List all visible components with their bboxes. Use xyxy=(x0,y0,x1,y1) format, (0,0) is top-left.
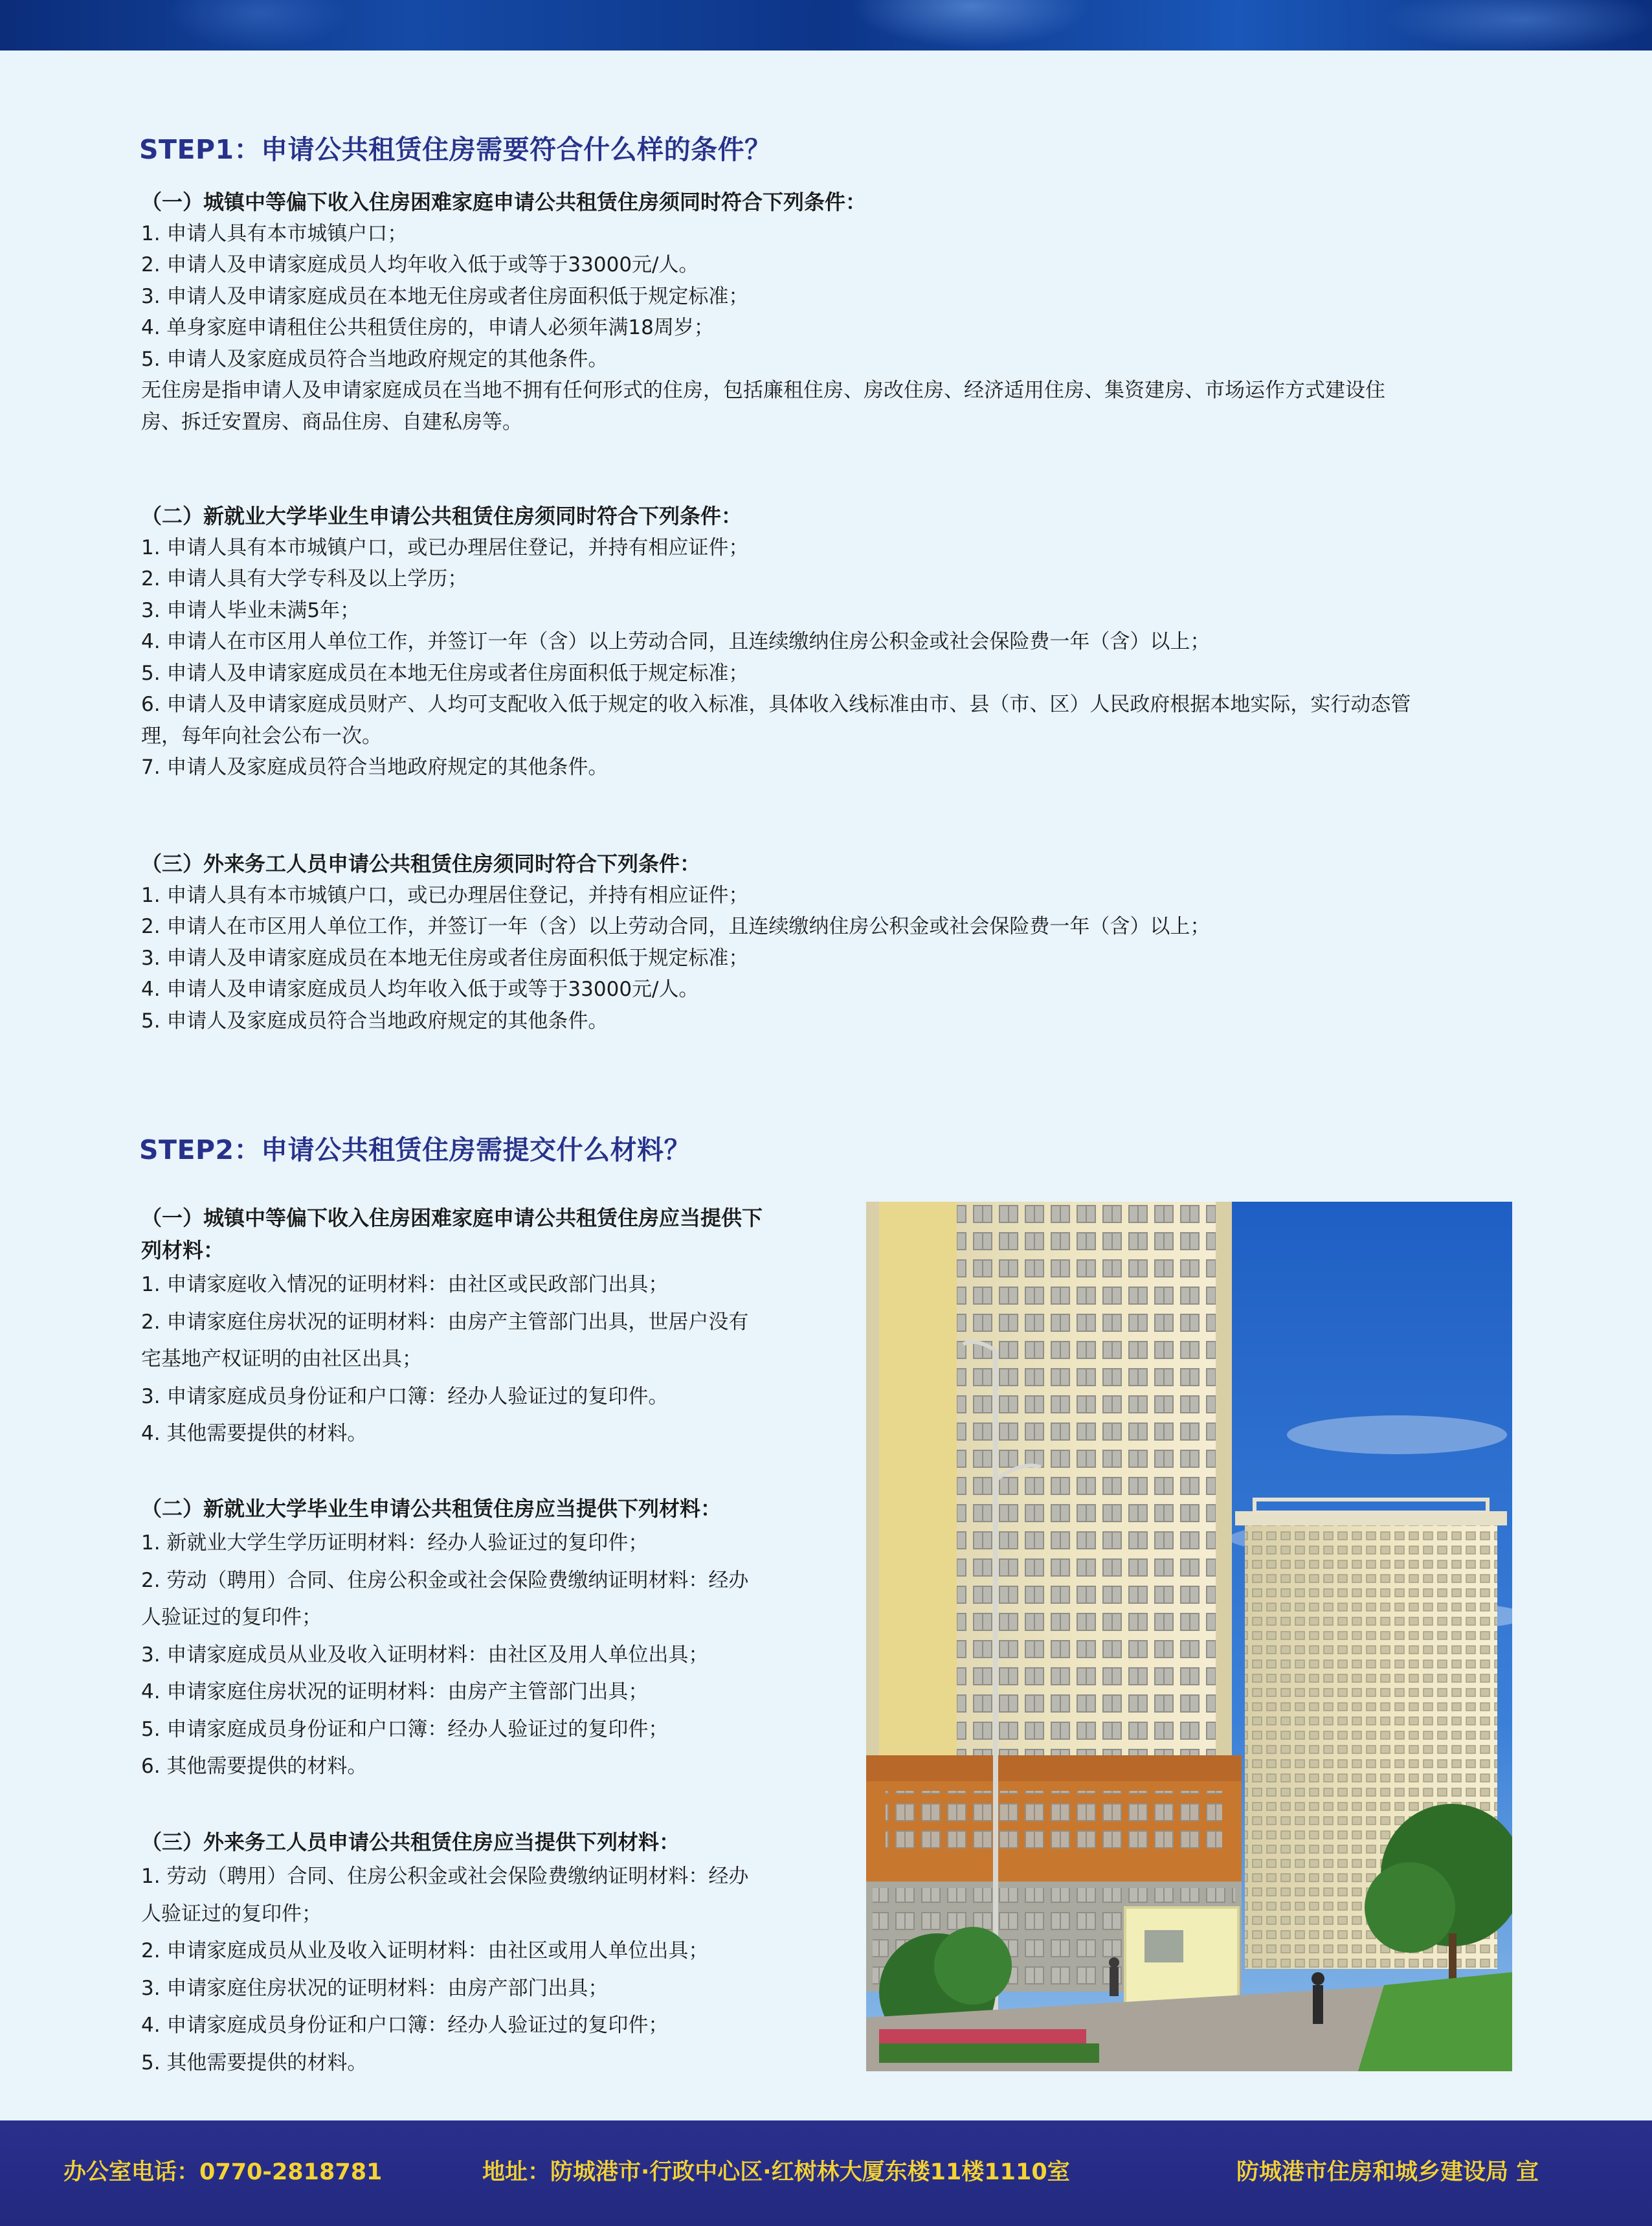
list-item: 1. 劳动（聘用）合同、住房公积金或社会保险费缴纳证明材料：经办 xyxy=(141,1865,749,1888)
section-title: （三）外来务工人员申请公共租赁住房应当提供下列材料： xyxy=(141,1830,680,1854)
list-item: 4. 申请人在市区用人单位工作，并签订一年（含）以上劳动合同，且连续缴纳住房公积金或社会保险费一年（含）以上； xyxy=(141,630,1211,653)
header-banner xyxy=(0,0,1652,51)
list-item: 3. 申请人毕业未满5年； xyxy=(141,598,361,622)
list-item: 人验证过的复印件； xyxy=(141,1606,322,1629)
section-title: （一）城镇中等偏下收入住房困难家庭申请公共租赁住房应当提供下 xyxy=(141,1206,763,1230)
step2-section-3 xyxy=(141,1826,814,2082)
list-item: 理，每年向社会公布一次。 xyxy=(141,724,382,748)
list-item: 3. 申请人及申请家庭成员在本地无住房或者住房面积低于规定标准； xyxy=(141,946,749,970)
list-item: 1. 新就业大学生学历证明材料：经办人验证过的复印件； xyxy=(141,1531,649,1555)
list-item: 5. 申请家庭成员身份证和户口簿：经办人验证过的复印件； xyxy=(141,1717,669,1741)
list-item: 3. 申请家庭成员身份证和户口簿：经办人验证过的复印件。 xyxy=(141,1384,669,1408)
list-item: 2. 申请人具有大学专科及以上学历； xyxy=(141,567,468,590)
publisher: 防城港市住房和城乡建设局 宣 xyxy=(1236,2159,1539,2185)
list-item: 1. 申请家庭收入情况的证明材料：由社区或民政部门出具； xyxy=(141,1273,669,1296)
list-item: 5. 申请人及家庭成员符合当地政府规定的其他条件。 xyxy=(141,347,608,371)
list-item: 2. 劳动（聘用）合同、住房公积金或社会保险费缴纳证明材料：经办 xyxy=(141,1568,749,1592)
step2-section-2 xyxy=(141,1492,814,1786)
footer-bar xyxy=(0,2120,1652,2226)
housing-photo xyxy=(866,1202,1512,2071)
list-item: 2. 申请人及申请家庭成员人均年收入低于或等于33000元/人。 xyxy=(141,253,699,276)
section-title: （一）城镇中等偏下收入住房困难家庭申请公共租赁住房须同时符合下列条件： xyxy=(141,190,867,214)
list-item: 2. 申请人在市区用人单位工作，并签订一年（含）以上劳动合同，且连续缴纳住房公积金或社会保险费一年（含）以上； xyxy=(141,915,1211,938)
step2-title: STEP2：申请公共租赁住房需提交什么材料？ xyxy=(139,1134,691,1165)
list-item: 4. 申请家庭住房状况的证明材料：由房产主管部门出具； xyxy=(141,1680,649,1703)
list-item: 3. 申请家庭住房状况的证明材料：由房产部门出具； xyxy=(141,1976,608,2000)
step1-section-2 xyxy=(141,500,1513,783)
office-phone: 办公室电话：0770-2818781 xyxy=(63,2159,383,2185)
list-item: 1. 申请人具有本市城镇户口，或已办理居住登记，并持有相应证件； xyxy=(141,535,749,559)
note-line: 无住房是指申请人及申请家庭成员在当地不拥有任何形式的住房，包括廉租住房、房改住房、经济适用住房、集资建房、市场运作方式建设住 xyxy=(141,379,1385,402)
step2-section-1 xyxy=(141,1202,814,1453)
section-title-cont: 列材料： xyxy=(141,1238,225,1263)
list-item: 5. 申请人及家庭成员符合当地政府规定的其他条件。 xyxy=(141,1009,608,1033)
step1-section-3 xyxy=(141,848,1513,1037)
list-item: 3. 申请人及申请家庭成员在本地无住房或者住房面积低于规定标准； xyxy=(141,284,749,308)
list-item: 5. 申请人及申请家庭成员在本地无住房或者住房面积低于规定标准； xyxy=(141,661,749,685)
step1-section-1 xyxy=(141,186,1513,438)
note-line: 房、拆迁安置房、商品住房、自建私房等。 xyxy=(141,410,522,434)
list-item: 6. 申请人及申请家庭成员财产、人均可支配收入低于规定的收入标准，具体收入线标准由市、县（市、区）人民政府根据本地实际，实行动态管 xyxy=(141,693,1411,716)
list-item: 6. 其他需要提供的材料。 xyxy=(141,1755,368,1778)
list-item: 1. 申请人具有本市城镇户口，或已办理居住登记，并持有相应证件； xyxy=(141,883,749,907)
list-item: 7. 申请人及家庭成员符合当地政府规定的其他条件。 xyxy=(141,756,608,779)
section-title: （二）新就业大学毕业生申请公共租赁住房应当提供下列材料： xyxy=(141,1496,722,1521)
list-item: 4. 单身家庭申请租住公共租赁住房的，申请人必须年满18周岁； xyxy=(141,316,714,339)
section-title: （二）新就业大学毕业生申请公共租赁住房须同时符合下列条件： xyxy=(141,504,742,528)
step1-title: STEP1：申请公共租赁住房需要符合什么样的条件？ xyxy=(139,134,772,165)
list-item: 宅基地产权证明的由社区出具； xyxy=(141,1347,422,1371)
list-item: 4. 申请人及申请家庭成员人均年收入低于或等于33000元/人。 xyxy=(141,978,699,1001)
list-item: 3. 申请家庭成员从业及收入证明材料：由社区及用人单位出具； xyxy=(141,1643,709,1667)
list-item: 2. 申请家庭成员从业及收入证明材料：由社区或用人单位出具； xyxy=(141,1939,709,1962)
list-item: 4. 其他需要提供的材料。 xyxy=(141,1422,368,1445)
list-item: 5. 其他需要提供的材料。 xyxy=(141,2051,368,2074)
list-item: 2. 申请家庭住房状况的证明材料：由房产主管部门出具，世居户没有 xyxy=(141,1310,749,1334)
office-address: 地址：防城港市·行政中心区·红树林大厦东楼11楼1110室 xyxy=(482,2159,1070,2185)
list-item: 1. 申请人具有本市城镇户口； xyxy=(141,221,408,245)
list-item: 4. 申请家庭成员身份证和户口簿：经办人验证过的复印件； xyxy=(141,2014,669,2037)
list-item: 人验证过的复印件； xyxy=(141,1902,322,1926)
section-title: （三）外来务工人员申请公共租赁住房须同时符合下列条件： xyxy=(141,851,701,876)
